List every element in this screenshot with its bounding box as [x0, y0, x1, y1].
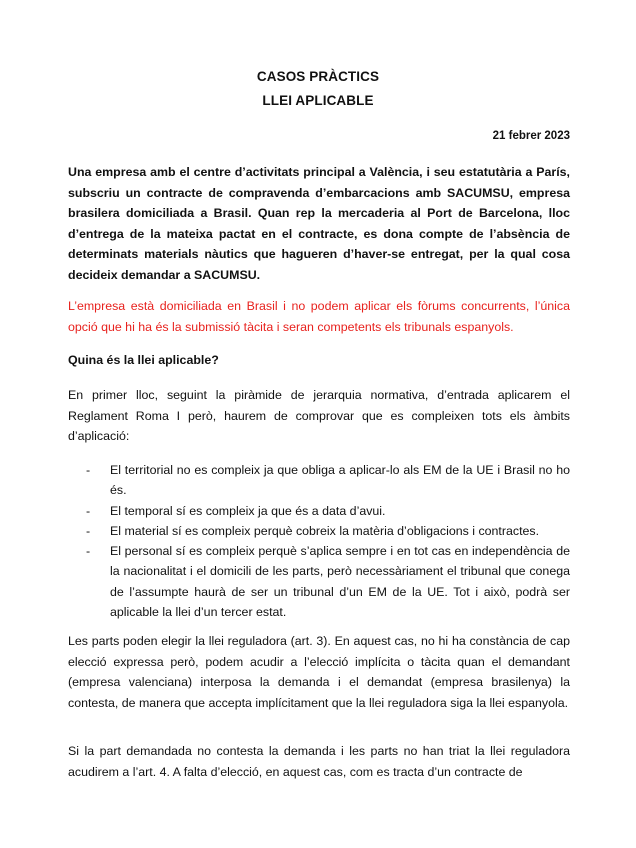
case-paragraph: Una empresa amb el centre d’activitats principal a València, i seu estatutària a París, subscriu un contracte de compravenda d’embarcacions amb SACUMSU, empresa brasilera domiciliada a Brasil. Quan rep la mercaderia al Port de Barcelona, lloc d’entrega de la mateixa pactat en el contracte, es dona compte de l’absència de determinats materials nàutics que hagueren d’haver-se entregat, per la qual cosa decideix demandar a SACUMSU.	[68, 165, 570, 282]
bullet-dash: -	[86, 523, 91, 538]
bullet-dash: -	[86, 544, 91, 559]
bullet-dash: -	[86, 503, 91, 518]
list-item-text: El temporal sí es compleix ja que és a data d’avui.	[110, 503, 386, 518]
list-item-text: El material sí es compleix perquè cobreix la matèria d’obligacions i contractes.	[110, 523, 540, 538]
list-item	[86, 541, 570, 622]
list-item	[86, 460, 570, 501]
document-date: 21 febrer 2023	[492, 130, 570, 142]
bullet-dash: -	[86, 463, 91, 477]
intro-paragraph: En primer lloc, seguint la piràmide de jerarquia normativa, d’entrada aplicarem el Reglament Roma I però, haurem de comprovar que es compleixen tots els àmbits d’aplicació:	[68, 388, 570, 443]
document-title-line2: LLEI APLICABLE	[262, 93, 374, 108]
list-item-text: El personal sí es compleix perquè s’aplica sempre i en tot cas en independència de la nacionalitat i el domicili de les parts, però necessàriament el tribunal que conega de l’assumpte haurà de ser un tribunal d’un EM de la UE. Tot i això, podrà ser aplicable la llei d’un tercer estat.	[110, 544, 570, 620]
scope-list	[86, 460, 570, 622]
document-title-line1: CASOS PRÀCTICS	[256, 69, 380, 84]
list-item-text: El territorial no es compleix ja que obliga a aplicar-lo als EM de la UE i Brasil no ho és.	[110, 463, 570, 498]
last-paragraph: Si la part demandada no contesta la demanda i les parts no han triat la llei reguladora acudirem a l’art. 4. A falta d’elecció, en aquest cas, com es tracta d’un contracte de	[68, 744, 570, 779]
choice-paragraph: Les parts poden elegir la llei reguladora (art. 3). En aquest cas, no hi ha constància de cap elecció expressa però, podem acudir a l’elecció implícita o tàcita quan el demandant (empresa valenciana) interposa la demanda i el demandat (empresa brasilenya) la contesta, de manera que accepta implícitament que la llei reguladora siga la llei espanyola.	[68, 634, 570, 710]
answer-red-paragraph: L’empresa està domiciliada en Brasil i no podem aplicar els fòrums concurrents, l’única opció que hi ha és la submissió tàcita i seran competents els tribunals espanyols.	[68, 299, 570, 334]
question-heading: Quina és la llei aplicable?	[68, 353, 219, 367]
list-item	[86, 501, 570, 521]
list-item	[86, 521, 570, 541]
